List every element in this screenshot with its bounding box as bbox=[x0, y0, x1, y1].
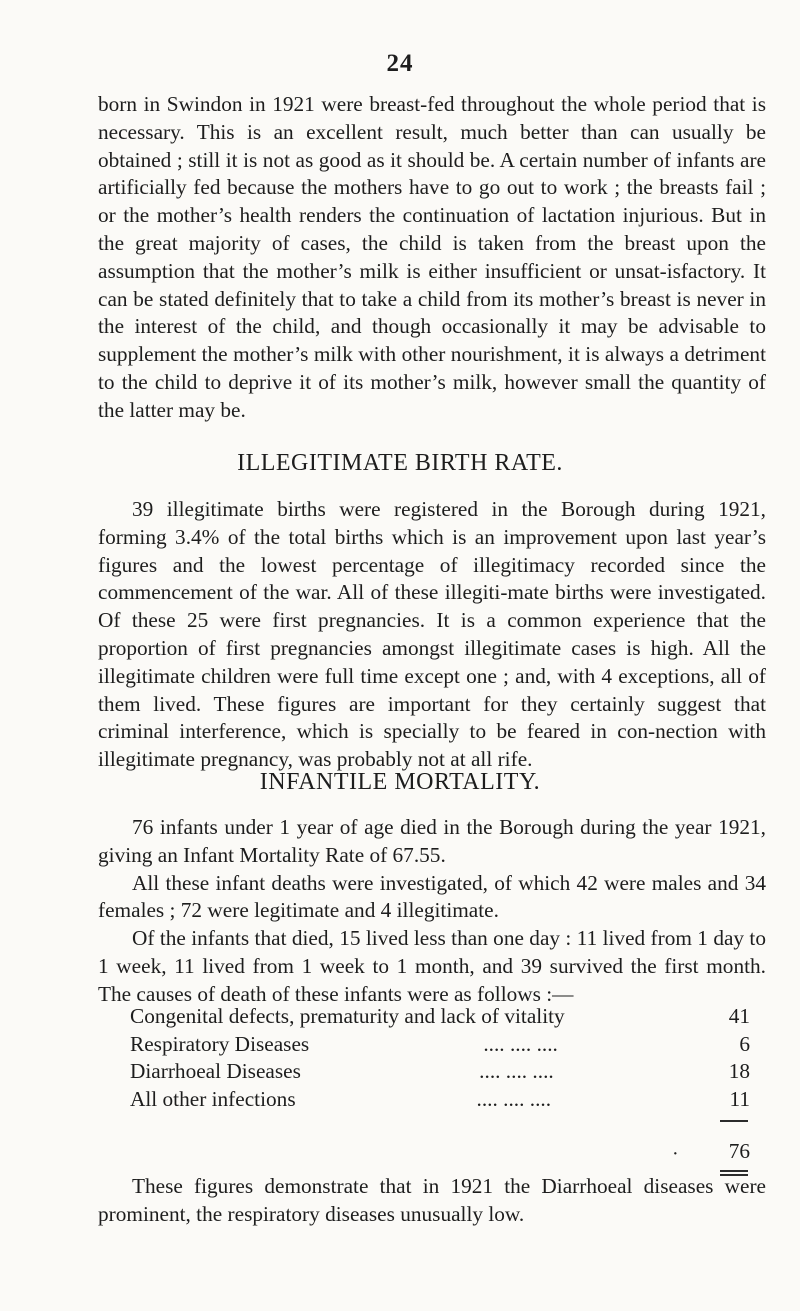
table-row bbox=[130, 1086, 750, 1114]
body-paragraph: born in Swindon in 1921 were breast-fed throughout the whole period that is necessary. This is an excellent result, much better than can usually be obtained ; still it is not as good as it should be. A certain number of infants are artificially fed because the mothers have to go out to work ; the breasts fail ; or the mother’s health renders the continuation of lactation injurious. But in the great majority of cases, the child is taken from the breast upon the assumption that the mother’s milk is either insufficient or unsat-isfactory. It can be stated definitely that to take a child from its mother’s breast is never in the interest of the child, and though occasionally it may be advisable to supplement the mother’s milk with other nourishment, it is always a detriment to the child to deprive it of its mother’s milk, however small the quantity of the latter may be. bbox=[98, 92, 766, 422]
cause-count: 6 bbox=[739, 1031, 750, 1056]
page-number: 24 bbox=[386, 50, 414, 77]
leader-dots: .... .... .... bbox=[479, 1059, 554, 1084]
section-heading-illegitimate-birth-rate: ILLEGITIMATE BIRTH RATE. bbox=[237, 450, 563, 476]
cause-label: Congenital defects, prematurity and lack of vitality bbox=[130, 1004, 565, 1028]
leader-dots: .... .... .... bbox=[476, 1086, 552, 1111]
body-paragraph: 39 illegitimate births were registered in the Borough during 1921, forming 3.4% of the total births which is an improvement upon last year’s figures and the lowest percentage of illegitimacy recorded since the commencement of the war. All of these illegiti-mate births were investigated. Of these 25 were first pregnancies. It is a common experience that the proportion of first pregnancies amongst illegitimate cases is high. All the illegitimate children were full time except one ; and, with 4 exceptions, all of them lived. These figures are important for they certainly suggest that criminal interference, which is specially to be feared in con-nection with illegitimate pregnancy, was probably not at all rife. bbox=[98, 497, 766, 772]
causes-of-death-table bbox=[130, 1003, 750, 1113]
table-row bbox=[130, 1058, 750, 1086]
table-row bbox=[130, 1003, 750, 1031]
leader-dots: .... .... .... bbox=[483, 1031, 558, 1056]
cause-label: Respiratory Diseases bbox=[130, 1031, 310, 1056]
cause-label: All other infections bbox=[130, 1086, 296, 1111]
mortality-section bbox=[98, 814, 766, 1009]
cause-count: 18 bbox=[728, 1059, 750, 1084]
table-row bbox=[130, 1031, 750, 1059]
body-paragraph: These figures demonstrate that in 1921 the Diarrhoeal diseases were prominent, the respiratory diseases unusually low. bbox=[98, 1174, 766, 1226]
total-count: 76 bbox=[728, 1139, 750, 1163]
body-paragraph: Of the infants that died, 15 lived less than one day : 11 lived from 1 day to 1 week, 11 lived from 1 week to 1 month, and 39 survived the first month. The causes of death of these infants were as follows :— bbox=[98, 926, 766, 1006]
cause-label: Diarrhoeal Diseases bbox=[130, 1059, 301, 1084]
body-paragraph: 76 infants under 1 year of age died in the Borough during the year 1921, giving an Infant Mortality Rate of 67.55. bbox=[98, 815, 766, 867]
section-heading-infantile-mortality: INFANTILE MORTALITY. bbox=[259, 769, 541, 795]
body-paragraph: All these infant deaths were investigated, of which 42 were males and 34 females ; 72 were legitimate and 4 illegitimate. bbox=[98, 870, 766, 923]
sum-rule bbox=[720, 1120, 748, 1122]
total-marker-dot: · bbox=[672, 1143, 679, 1165]
cause-count: 41 bbox=[728, 1004, 750, 1028]
cause-count: 11 bbox=[729, 1086, 750, 1111]
